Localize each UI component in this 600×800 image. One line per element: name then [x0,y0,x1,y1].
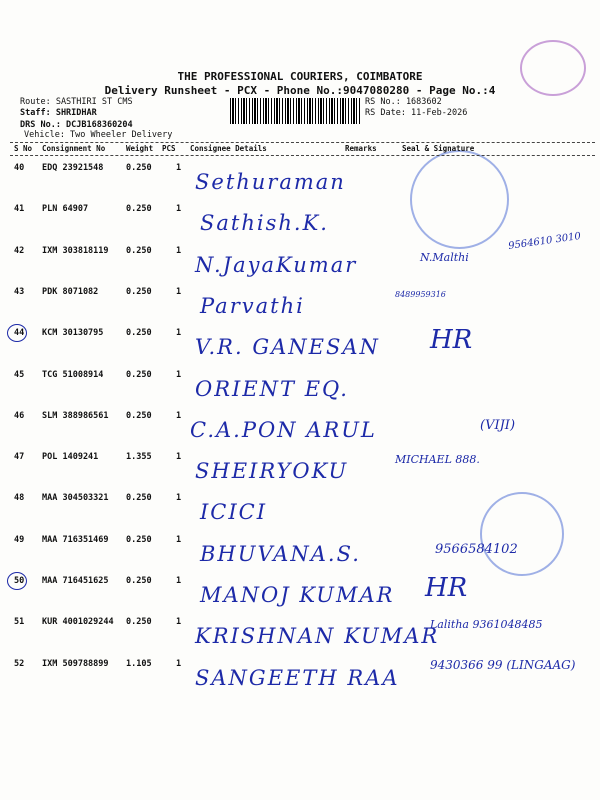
consignment-number: MAA 304503321 [42,493,109,504]
serial-number: 46 [14,410,25,421]
col-consignment: Consignment No [42,144,106,153]
pcs-value: 1 [176,576,182,586]
consignee-handwriting: BHUVANA.S. [200,541,361,566]
signature: (VIJI) [480,417,516,433]
serial-number: 43 [14,286,25,297]
signature: Lalitha 9361048485 [430,618,543,632]
table-row [0,197,600,238]
consignment-number: MAA 716351469 [42,534,109,545]
weight-value: 0.250 [126,204,152,215]
staff-info: Staff: SHRIDHAR [20,108,97,118]
signature: MICHAEL 888. [395,453,480,467]
col-weight: Weight [126,144,154,153]
company-title: THE PROFESSIONAL COURIERS, COIMBATORE [177,70,423,83]
pcs-value: 1 [176,328,182,339]
col-sno: S No [14,144,33,153]
signature: HR [425,573,468,603]
serial-number: 44 [14,328,25,339]
vehicle-info: Vehicle: Two Wheeler Delivery [24,130,173,140]
pcs-value: 1 [176,410,182,421]
table-row [0,156,600,197]
rs-number: RS No.: 1683602 [365,97,442,107]
pcs-value: 1 [176,204,182,215]
pcs-value: 1 [176,617,182,628]
pcs-value: 1 [176,163,182,173]
consignment-number: IXM 303818119 [42,245,109,256]
pcs-value: 1 [176,286,182,297]
weight-value: 0.250 [126,534,152,545]
consignment-number: PLN 64907 [42,204,89,215]
consignee-handwriting: SHEIRYOKU [195,459,349,484]
circled-mark [7,572,27,590]
table-row [0,363,600,404]
table-row [0,321,600,362]
pcs-value: 1 [176,369,182,380]
consignee-handwriting: Sathish.K. [200,211,329,236]
weight-value: 0.250 [126,245,152,256]
weight-value: 0.250 [126,286,152,297]
weight-value: 0.250 [126,493,152,504]
pcs-value: 1 [176,452,182,463]
table-row [0,569,600,610]
consignee-handwriting: MANOJ KUMAR [200,583,395,607]
col-remarks: Remarks [345,144,377,153]
barcode [230,98,360,124]
weight-value: 1.105 [126,658,152,669]
weight-value: 0.250 [126,328,152,339]
weight-value: 0.250 [126,410,152,421]
consignment-number: EDQ 23921548 [42,163,104,173]
consignee-handwriting: C.A.PON ARUL [190,417,377,442]
pcs-value: 1 [176,658,182,669]
serial-number: 48 [14,493,25,504]
serial-number: 52 [14,658,25,669]
consignment-number: SLM 388986561 [42,410,109,421]
serial-number: 51 [14,617,25,628]
consignment-number: PDK 8071082 [42,286,99,297]
consignment-number: KUR 4001029244 [42,617,114,628]
route-info: Route: SASTHIRI ST CMS [20,97,133,107]
serial-number: 40 [14,163,25,173]
consignee-handwriting: Sethuraman [195,170,346,194]
col-consignee: Consignee Details [190,144,267,153]
serial-number: 41 [14,204,25,215]
rs-date: RS Date: 11-Feb-2026 [365,108,468,118]
signature: 8489959316 [395,289,446,299]
col-seal: Seal & Signature [402,144,475,153]
consignee-handwriting: ORIENT EQ. [195,376,349,401]
table-row [0,486,600,527]
signature: 9566584102 [435,541,518,557]
table-row [0,652,600,693]
signature: HR [430,325,473,356]
weight-value: 1.355 [126,452,152,463]
consignee-handwriting: KRISHNAN KUMAR [195,624,440,649]
side-phone-note: 9564610 3010 [507,230,582,253]
weight-value: 0.250 [126,369,152,380]
table-row [0,445,600,486]
serial-number: 42 [14,245,25,256]
consignment-number: IXM 509788899 [42,658,109,669]
weight-value: 0.250 [126,617,152,628]
consignee-handwriting: N.JayaKumar [195,252,358,277]
consignment-number: MAA 716451625 [42,576,109,586]
pcs-value: 1 [176,245,182,256]
col-pcs: PCS [162,144,176,153]
consignment-number: POL 1409241 [42,452,99,463]
table-row [0,280,600,321]
consignee-handwriting: Parvathi [200,293,305,318]
table-row [0,528,600,569]
serial-number: 47 [14,452,25,463]
table-row [0,610,600,651]
consignee-handwriting: ICICI [200,500,268,525]
serial-number: 45 [14,369,25,380]
signature: 9430366 99 (LINGAAG) [430,657,576,672]
consignee-handwriting: V.R. GANESAN [195,335,380,360]
weight-value: 0.250 [126,576,152,586]
pcs-value: 1 [176,493,182,504]
serial-number: 49 [14,534,25,545]
pcs-value: 1 [176,534,182,545]
consignment-number: KCM 30130795 [42,328,104,339]
consignment-number: TCG 51008914 [42,369,104,380]
circled-mark [7,324,27,342]
drs-info: DRS No.: DCJB168360204 [20,120,133,130]
consignee-handwriting: SANGEETH RAA [195,665,400,690]
weight-value: 0.250 [126,163,152,173]
serial-number: 50 [14,576,25,586]
signature: N.Malthi [420,250,469,264]
table-row [0,404,600,445]
runsheet-subtitle: Delivery Runsheet - PCX - Phone No.:9047080280 - Page No.:4 [104,84,496,97]
